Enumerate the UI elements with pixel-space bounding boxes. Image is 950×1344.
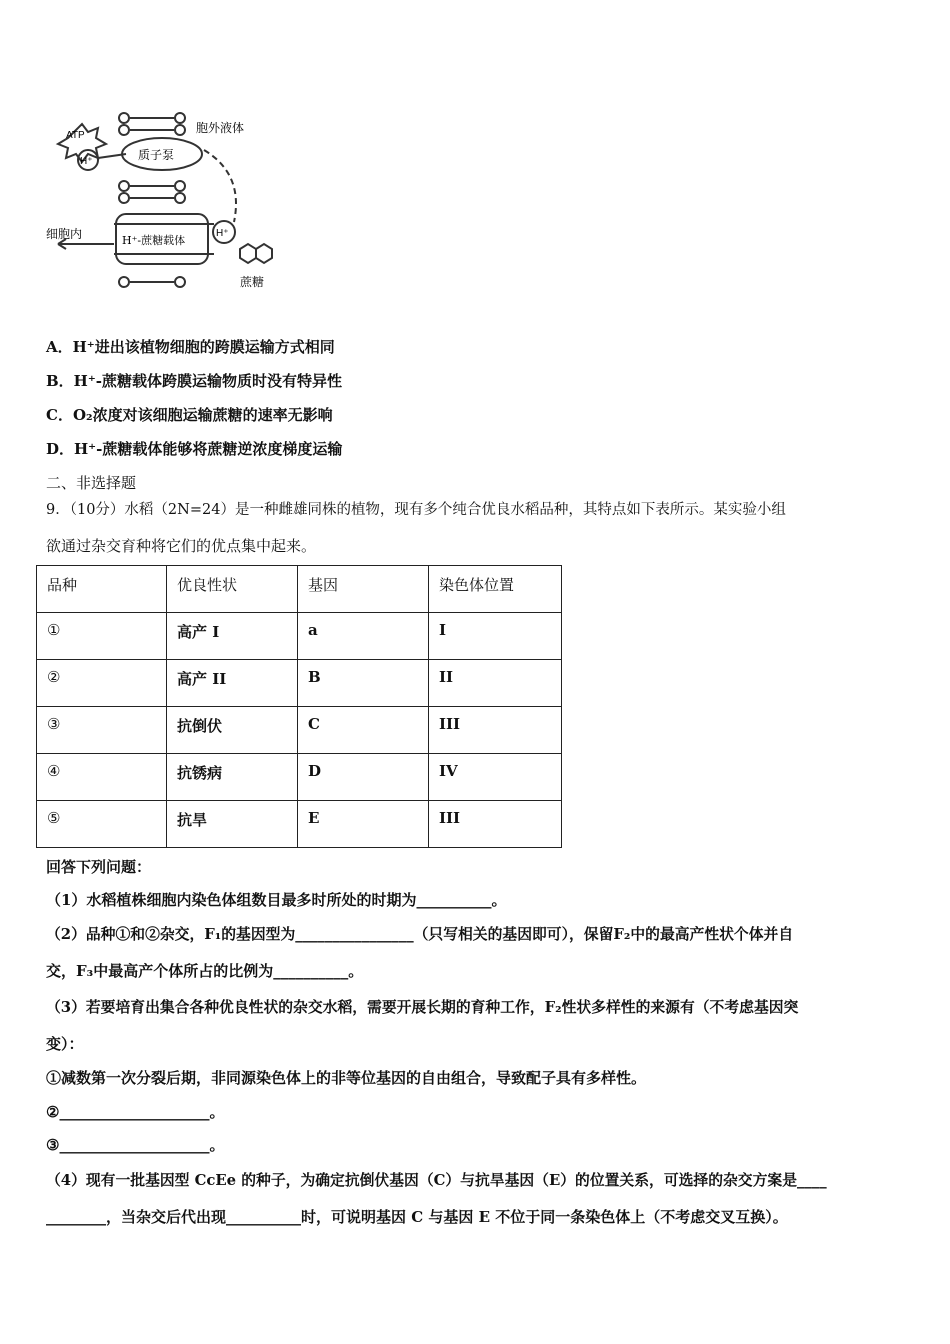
- table-header: 染色体位置: [429, 566, 562, 613]
- question-9-part-3: （3）若要培育出集合各种优良性状的杂交水稻，需要开展长期的育种工作，F₂性状多样性的来源有（不考虑基因突: [46, 999, 799, 1016]
- question-9-part-3-item-1: ①减数第一次分裂后期，非同源染色体上的非等位基因的自由组合，导致配子具有多样性。: [46, 1069, 647, 1087]
- option-a: A．H⁺进出该植物细胞的跨膜运输方式相同: [46, 338, 335, 356]
- table-row: [37, 707, 562, 754]
- table-cell: 抗锈病: [167, 754, 298, 801]
- table-cell: 抗旱: [167, 801, 298, 848]
- table-cell: B: [298, 660, 429, 707]
- table-cell: a: [298, 613, 429, 660]
- question-9-part-3-item-2: ②____________________。: [46, 1103, 225, 1121]
- option-d: D．H⁺-蔗糖载体能够将蔗糖逆浓度梯度运输: [46, 440, 343, 458]
- extracellular-label: 胞外液体: [196, 121, 245, 135]
- question-9-part-2: （2）品种①和②杂交，F₁的基因型为________________（只写相关的基因即可），保留F₂中的最高产性状个体并自: [46, 926, 794, 943]
- atp-label: ATP: [66, 130, 85, 141]
- question-9-part-4-cont: ________，当杂交后代出现__________时，可说明基因 C 与基因 E 不位于同一条染色体上（不考虑交叉互换）。: [46, 1208, 788, 1226]
- table-cell: ②: [37, 660, 167, 707]
- carrier-label: H⁺-蔗糖载体: [122, 234, 186, 247]
- table-cell: III: [429, 707, 562, 754]
- table-cell: D: [298, 754, 429, 801]
- rice-varieties-table: [36, 565, 562, 848]
- table-cell: ③: [37, 707, 167, 754]
- table-cell: ④: [37, 754, 167, 801]
- table-cell: 高产 II: [167, 660, 298, 707]
- option-b: B．H⁺-蔗糖载体跨膜运输物质时没有特异性: [46, 372, 342, 390]
- table-cell: ①: [37, 613, 167, 660]
- question-9-intro-cont: 欲通过杂交育种将它们的优点集中起来。: [46, 537, 317, 555]
- table-header: 基因: [298, 566, 429, 613]
- table-row: [37, 613, 562, 660]
- sucrose-label: 蔗糖: [240, 275, 265, 289]
- question-9-intro: 9．（10分）水稻（2N=24）是一种雌雄同株的植物，现有多个纯合优良水稻品种，其特点如下表所示。某实验小组: [46, 502, 786, 518]
- section-title: 二、非选择题: [46, 474, 137, 492]
- table-header: 优良性状: [167, 566, 298, 613]
- table-cell: ⑤: [37, 801, 167, 848]
- table-cell: C: [298, 707, 429, 754]
- table-row: [37, 801, 562, 848]
- table-cell: 高产 I: [167, 613, 298, 660]
- table-row: [37, 754, 562, 801]
- table-cell: I: [429, 613, 562, 660]
- question-9-part-1: （1）水稻植株细胞内染色体组数目最多时所处的时期为__________。: [46, 891, 507, 909]
- table-row: [37, 660, 562, 707]
- table-cell: 抗倒伏: [167, 707, 298, 754]
- table-cell: IV: [429, 754, 562, 801]
- question-9-part-2-cont: 交，F₃中最高产个体所占的比例为__________。: [46, 962, 364, 980]
- table-cell: II: [429, 660, 562, 707]
- membrane-transport-diagram: [44, 104, 284, 304]
- answer-prompt: 回答下列问题：: [46, 858, 152, 876]
- option-c: C．O₂浓度对该细胞运输蔗糖的速率无影响: [46, 406, 333, 424]
- intracellular-label: 细胞内: [46, 227, 83, 241]
- proton-pump-label: 质子泵: [138, 148, 175, 162]
- h-plus-label-top: H⁺: [80, 156, 93, 167]
- table-header-row: [37, 566, 562, 613]
- table-cell: E: [298, 801, 429, 848]
- question-9-part-4: （4）现有一批基因型 CcEe 的种子，为确定抗倒伏基因（C）与抗旱基因（E）的位置关系，可选择的杂交方案是____: [46, 1172, 827, 1189]
- question-9-part-3-item-3: ③____________________。: [46, 1136, 225, 1154]
- h-plus-label-right: H⁺: [216, 228, 229, 239]
- question-9-part-3-cont: 变）：: [46, 1035, 84, 1053]
- table-cell: III: [429, 801, 562, 848]
- table-header: 品种: [37, 566, 167, 613]
